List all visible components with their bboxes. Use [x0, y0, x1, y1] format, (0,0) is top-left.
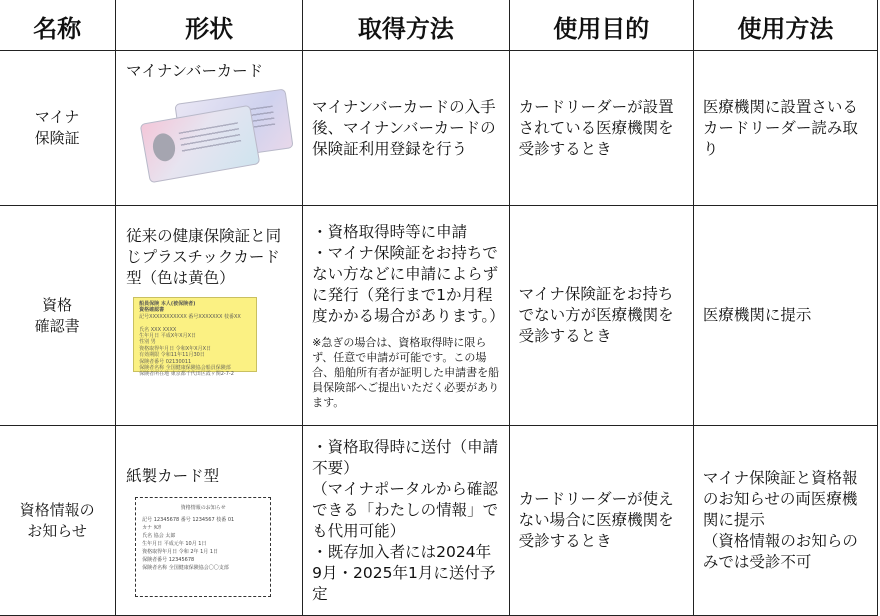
usage-text: 医療機関に提示	[702, 306, 812, 324]
paper-card-image	[135, 497, 271, 597]
method-line: ・資格取得時等に申請	[312, 222, 468, 241]
purpose-cell	[509, 51, 693, 206]
card-row: 氏名 XXX XXXX	[139, 326, 177, 333]
card-row: 保険者番号 12345678	[142, 557, 195, 563]
header-usage: 使用方法	[693, 0, 877, 51]
table-row	[0, 206, 878, 426]
header-method: 取得方法	[303, 0, 509, 51]
table-row	[0, 51, 878, 206]
shape-cell	[116, 426, 303, 616]
shape-label: マイナンバーカード	[126, 62, 264, 80]
usage-text: 医療機関に設置さいるカードリーダー読み取り	[702, 97, 858, 158]
row-name: マイナ 保険証	[34, 108, 80, 147]
card-rows	[139, 314, 251, 378]
card-row: 資格取得年月日 令和X年X月X日	[139, 345, 212, 352]
card-front	[140, 105, 261, 184]
card-row: 氏名 協会 太郎	[142, 533, 176, 539]
usage-cell	[693, 426, 877, 616]
method-line: ・既存加入者には2024年9月・2025年1月に送付予定	[312, 542, 496, 603]
purpose-text: カードリーダーが設置されている医療機関を受診するとき	[518, 97, 674, 158]
purpose-cell	[509, 206, 693, 426]
row-name: 資格情報の お知らせ	[19, 500, 95, 540]
card-row: 保険者所在地 東京都千代田区霞ヶ関2-7-2	[139, 371, 234, 378]
purpose-cell	[509, 426, 693, 616]
card-subtitle: 資格確認書	[139, 307, 165, 314]
method-cell	[303, 206, 509, 426]
card-title: 船員保険 本人(被保険者)	[139, 301, 196, 307]
usage-cell	[693, 206, 877, 426]
method-line: （マイナポータルから確認できる「わたしの情報」でも代用可能）	[312, 479, 499, 540]
method-line: ・マイナ保険証をお持ちでない方などに申請によらずに発行（発行まで1か月程度かかる場合があります。）	[312, 243, 505, 325]
method-cell	[303, 426, 509, 616]
usage-cell	[693, 51, 877, 206]
my-number-card-image	[144, 96, 294, 176]
shape-cell	[116, 51, 303, 206]
row-name: 資格 確認書	[34, 295, 80, 335]
card-row: 保険者名称 全国健康保険協会〇〇支部	[142, 565, 229, 571]
card-row: 生年月日 平成元年 10月 1日	[142, 541, 207, 547]
shape-label: 紙製カード型	[126, 467, 220, 485]
card-rows	[142, 516, 264, 572]
card-row: 有効期限 令和11年11月30日	[139, 352, 205, 359]
method-note: ※急ぎの場合は、資格取得時に限らず、任意で申請が可能です。この場合、船舶所有者が証明した申請書を船員保険部へご提出いただく必要があります。	[312, 335, 500, 409]
card-row: 保険者名称 全国健康保険協会船員保険部	[139, 365, 231, 372]
shape-cell	[116, 206, 303, 426]
row-name-cell	[0, 206, 116, 426]
header-purpose: 使用目的	[509, 0, 693, 51]
card-row: 性別 男	[139, 339, 156, 346]
shape-label: 従来の健康保険証と同じプラスチックカード型（色は黄色）	[126, 227, 282, 287]
row-name-cell	[0, 51, 116, 206]
table-row	[0, 426, 878, 616]
row-name-cell	[0, 426, 116, 616]
header-name: 名称	[0, 0, 116, 51]
header-row	[0, 0, 878, 51]
method-cell	[303, 51, 509, 206]
method-line: ・資格取得時に送付（申請不要）	[312, 437, 499, 477]
purpose-text: マイナ保険証をお持ちでない方が医療機関を受診するとき	[518, 285, 674, 345]
header-shape: 形状	[116, 0, 303, 51]
card-row: 生年月日 平成X年X月X日	[139, 333, 197, 340]
card-row: 資格取得年月日 令和 2年 1月 1日	[142, 549, 219, 555]
purpose-text: カードリーダーが使えない場合に医療機関を受診するとき	[518, 490, 674, 550]
usage-text: マイナ保険証と資格報のお知らせの両医療機関に提示 （資格情報のお知らのみでは受診不可	[702, 469, 858, 571]
card-row: カナ ﾀﾛｳ	[142, 525, 162, 531]
method-text: マイナンバーカードの入手後、マイナンバーカードの保険証利用登録を行う	[312, 97, 496, 158]
card-row: 保険者番号 02130011	[139, 358, 192, 365]
card-row: 記号XXXXXXXXXXX 番号XXXXXXX 枝番XX	[139, 313, 241, 320]
yellow-card-image	[133, 297, 257, 378]
card-title: 資格情報のお知らせ	[180, 505, 226, 511]
card-row: 記号 12345678 番号 1234567 枝番 01	[142, 517, 235, 523]
